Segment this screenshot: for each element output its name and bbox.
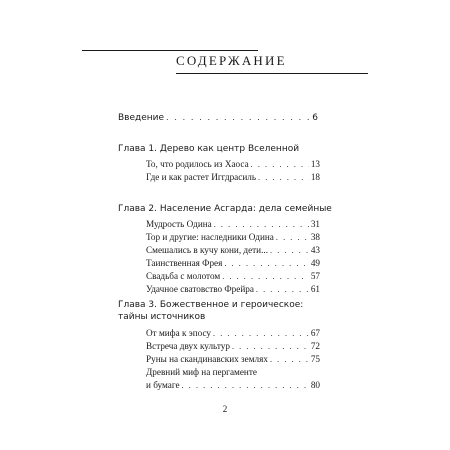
dot-leader (232, 341, 309, 353)
dot-leader (214, 219, 309, 231)
dot-leader (166, 112, 310, 124)
toc-entry-intro[interactable] (118, 112, 318, 124)
page-number: 2 (222, 404, 228, 414)
toc-entry-label: Встреча двух культур (146, 341, 230, 351)
toc-entry-page: 31 (310, 219, 320, 229)
toc-entry-page: 38 (310, 232, 320, 242)
dot-leader (258, 172, 309, 184)
page-title: СОДЕРЖАНИЕ (176, 53, 287, 68)
toc-entry[interactable] (146, 158, 320, 170)
chapter-3-heading[interactable]: Глава 3. Божественное и героическое: (118, 300, 304, 310)
toc-entry-label: Где и как растет Иггдрасиль (146, 172, 257, 182)
title-underline (176, 73, 368, 74)
toc-entry-page: 43 (310, 245, 320, 255)
toc-entry[interactable] (146, 270, 320, 282)
dot-leader (251, 159, 309, 171)
toc-entry[interactable] (146, 340, 320, 352)
toc-entry-page: 49 (310, 258, 320, 268)
toc-entry[interactable] (146, 257, 320, 269)
toc-entry[interactable] (146, 218, 320, 230)
toc-entry-label: и бумаге (146, 380, 180, 390)
dot-leader (276, 232, 309, 244)
toc-entry[interactable] (146, 327, 320, 339)
dot-leader (222, 271, 309, 283)
toc-entry-page: 80 (310, 380, 320, 390)
dot-leader (182, 380, 309, 392)
toc-entry[interactable] (146, 379, 320, 391)
toc-entry-page: 18 (310, 172, 320, 182)
toc-entry-label: Смешались в кучу кони, дети... (146, 245, 268, 255)
toc-entry-page: 6 (312, 113, 318, 123)
toc-entry-page: 67 (310, 328, 320, 338)
chapter-1-heading[interactable]: Глава 1. Дерево как центр Вселенной (118, 144, 300, 154)
toc-entry-page: 75 (310, 354, 320, 364)
chapter-3-heading-continued[interactable]: тайны источников (118, 312, 206, 322)
toc-entry-label: Свадьба с молотом (146, 271, 221, 281)
toc-entry[interactable] (146, 353, 320, 365)
toc-entry-page: 61 (310, 284, 320, 294)
toc-entry[interactable] (146, 244, 320, 256)
toc-entry-label: Мудрость Одина (146, 219, 212, 229)
toc-entry-label: Удачное сватовство Фрейра (146, 284, 254, 294)
toc-entry-page: 57 (310, 271, 320, 281)
toc-entry-label: Тор и другие: наследники Одина (146, 232, 274, 242)
dot-leader (270, 245, 309, 257)
toc-entry-label: От мифа к эпосу (146, 328, 211, 338)
toc-entry[interactable] (146, 171, 320, 183)
toc-entry-label: Введение (118, 113, 165, 123)
toc-entry-label: Руны на скандинавских землях (146, 354, 268, 364)
toc-entry-page: 72 (310, 341, 320, 351)
dot-leader (256, 284, 309, 296)
dot-leader (213, 328, 309, 340)
dot-leader (224, 258, 308, 270)
toc-entry[interactable] (146, 283, 320, 295)
toc-entry-page: 13 (310, 159, 320, 169)
toc-entry-label-line1[interactable]: Древний миф на пергаменте (146, 367, 257, 377)
chapter-2-heading[interactable]: Глава 2. Население Асгарда: дела семейные (118, 204, 332, 214)
toc-entry-label: То, что родилось из Хаоса (146, 159, 249, 169)
top-rule (82, 50, 258, 51)
toc-entry[interactable] (146, 231, 320, 243)
toc-entry-label: Таинственная Фрея (146, 258, 223, 268)
dot-leader (270, 354, 309, 366)
